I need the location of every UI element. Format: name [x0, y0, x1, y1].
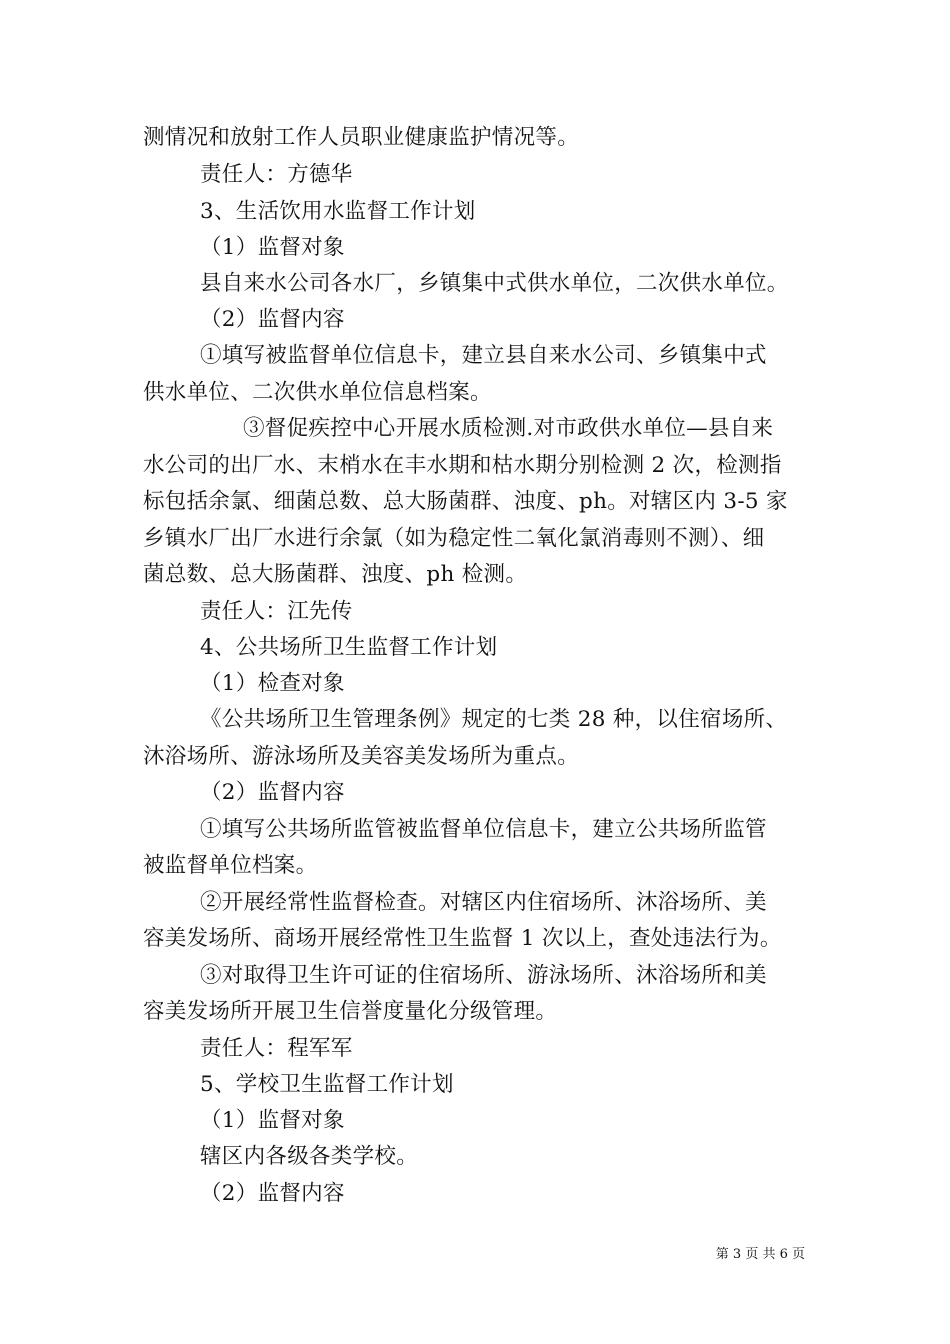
text-line: 标包括余氯、细菌总数、总大肠菌群、浊度、ph。对辖区内 3-5 家	[143, 489, 788, 514]
responsible-person-line: 责任人：江先传	[200, 599, 353, 624]
text-line: 沐浴场所、游泳场所及美容美发场所为重点。	[143, 744, 580, 769]
subsection-heading: （1）监督对象	[200, 235, 345, 260]
text-line: 辖区内各级各类学校。	[200, 1144, 419, 1169]
text-line: ③督促疾控中心开展水质检测.对市政供水单位—县自来	[243, 416, 774, 441]
section-heading: 3、生活饮用水监督工作计划	[200, 199, 476, 224]
text-line: 容美发场所开展卫生信誉度量化分级管理。	[143, 999, 558, 1024]
subsection-heading: （1）监督对象	[200, 1108, 345, 1133]
text-line: ③对取得卫生许可证的住宿场所、游泳场所、沐浴场所和美	[200, 963, 767, 988]
responsible-person-line: 责任人：方德华	[200, 162, 353, 187]
section-heading: 5、学校卫生监督工作计划	[200, 1072, 454, 1097]
section-heading: 4、公共场所卫生监督工作计划	[200, 635, 498, 660]
text-line: ②开展经常性监督检查。对辖区内住宿场所、沐浴场所、美	[200, 890, 767, 915]
text-line: 容美发场所、商场开展经常性卫生监督 1 次以上，查处违法行为。	[143, 926, 782, 951]
text-line: 乡镇水厂出厂水进行余氯（如为稳定性二氧化氯消毒则不测）、细	[143, 526, 765, 551]
text-line: 菌总数、总大肠菌群、浊度、ph 检测。	[143, 562, 528, 587]
responsible-person-line: 责任人：程军军	[200, 1036, 353, 1061]
subsection-heading: （2）监督内容	[200, 307, 345, 332]
subsection-heading: （1）检查对象	[200, 671, 345, 696]
subsection-heading: （2）监督内容	[200, 1181, 345, 1206]
text-line: 《公共场所卫生管理条例》规定的七类 28 种，以住宿场所、	[200, 707, 788, 732]
text-line: 县自来水公司各水厂，乡镇集中式供水单位，二次供水单位。	[200, 271, 789, 296]
text-line: ①填写被监督单位信息卡，建立县自来水公司、乡镇集中式	[200, 343, 767, 368]
text-line: ①填写公共场所监管被监督单位信息卡，建立公共场所监管	[200, 817, 767, 842]
subsection-heading: （2）监督内容	[200, 780, 345, 805]
text-line: 被监督单位档案。	[143, 853, 318, 878]
page-number: 第 3 页 共 6 页	[715, 1247, 805, 1262]
text-line: 供水单位、二次供水单位信息档案。	[143, 380, 492, 405]
text-line: 测情况和放射工作人员职业健康监护情况等。	[143, 125, 580, 150]
text-line: 水公司的出厂水、末梢水在丰水期和枯水期分别检测 2 次，检测指	[143, 453, 782, 478]
